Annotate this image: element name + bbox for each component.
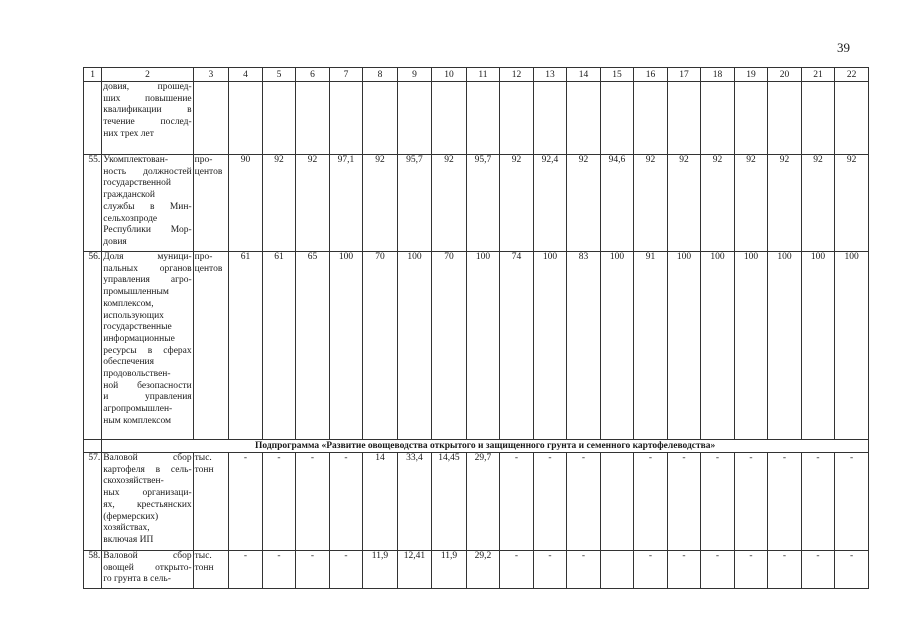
text-line: тыс. [194, 551, 212, 561]
unit-cell [193, 252, 229, 440]
table-row-56 [84, 252, 869, 440]
column-number-cell: 7 [329, 68, 363, 82]
value-cell: 14 [363, 453, 398, 551]
value-cell: 92 [768, 155, 802, 252]
value-cell: - [296, 453, 330, 551]
value-cell: - [734, 453, 768, 551]
text-line: хозяйствах, [103, 523, 150, 534]
value-cell: - [701, 551, 735, 589]
text-line: го грунта в сель- [103, 574, 171, 585]
text-line: продовольствен- [103, 369, 171, 380]
value-cell: - [835, 551, 869, 589]
text-line: квалификации в [103, 105, 192, 116]
value-cell: - [500, 551, 534, 589]
value-cell: 92 [432, 155, 467, 252]
column-number-cell: 14 [567, 68, 601, 82]
text-line: Валовой сбор [103, 453, 192, 463]
value-cell: 94,6 [600, 155, 634, 252]
value-cell: 92 [262, 155, 296, 252]
value-cell: 70 [432, 252, 467, 440]
value-cell: 92 [363, 155, 398, 252]
value-cell: 33,4 [397, 453, 432, 551]
text-line: довия, прошед- [103, 82, 192, 92]
column-number-row [84, 68, 869, 82]
column-number-cell: 13 [533, 68, 567, 82]
text-line: ях, крестьянских [103, 499, 192, 510]
value-cell: 12,41 [397, 551, 432, 589]
value-cell: 100 [329, 252, 363, 440]
unit-cell [193, 453, 229, 551]
table-row-57 [84, 453, 869, 551]
text-line: овощей открыто- [103, 562, 192, 573]
text-line: ших повышение [103, 93, 192, 104]
value-cell: 92 [701, 155, 735, 252]
value-cell: 14,45 [432, 453, 467, 551]
text-line: и управления [103, 392, 192, 403]
text-line: комплексом, [103, 298, 154, 309]
column-number-cell: 4 [229, 68, 263, 82]
value-cell: - [567, 551, 601, 589]
indicator-name-cell [102, 155, 193, 252]
value-cell: 100 [667, 252, 701, 440]
value-cell: - [262, 551, 296, 589]
value-cell: - [533, 453, 567, 551]
text-line: обеспечения [103, 357, 154, 368]
subprogram-title: Подпрограмма «Развитие овощеводства открытого и защищенного грунта и семенного картофелеводства» [102, 440, 869, 453]
subprogram-header-row [84, 440, 869, 453]
text-line: про- [194, 155, 213, 165]
text-line: управления агро- [103, 275, 192, 286]
value-cell: 91 [634, 252, 668, 440]
text-line: довия [103, 236, 127, 247]
text-line: тыс. [194, 453, 212, 463]
value-cell: - [634, 453, 668, 551]
text-line: использующих [103, 310, 164, 321]
value-cell: 92 [634, 155, 668, 252]
row-number-cell: 56. [84, 252, 102, 440]
value-cell: - [229, 453, 263, 551]
column-number-cell: 9 [397, 68, 432, 82]
text-line: информационные [103, 333, 175, 344]
unit-cell [193, 551, 229, 589]
row-number-cell: 55. [84, 155, 102, 252]
text-line: (фермерских) [103, 511, 159, 522]
value-cell: 92 [567, 155, 601, 252]
value-cell: - [801, 551, 835, 589]
value-cell: 97,1 [329, 155, 363, 252]
value-cell: 100 [533, 252, 567, 440]
value-cell: - [734, 551, 768, 589]
value-cell: 11,9 [363, 551, 398, 589]
value-cell: - [533, 551, 567, 589]
indicator-name-cell [102, 252, 193, 440]
text-line: Валовой сбор [103, 551, 192, 561]
value-cell: 70 [363, 252, 398, 440]
value-cell: 92 [667, 155, 701, 252]
value-cell: 92 [835, 155, 869, 252]
unit-cell [193, 155, 229, 252]
table-row-continuation [84, 82, 869, 155]
text-line: ным комплексом [103, 415, 172, 426]
value-cell: 100 [466, 252, 500, 440]
column-number-cell: 11 [466, 68, 500, 82]
text-line: Республики Мор- [103, 225, 192, 236]
column-number-cell: 20 [768, 68, 802, 82]
text-line: скохозяйствен- [103, 476, 164, 487]
text-line: ных организаци- [103, 488, 192, 499]
indicator-name-cell [102, 82, 193, 155]
value-cell: - [329, 551, 363, 589]
value-cell: - [567, 453, 601, 551]
column-number-cell: 8 [363, 68, 398, 82]
value-cell: - [229, 551, 263, 589]
value-cell: - [262, 453, 296, 551]
column-number-cell: 3 [193, 68, 229, 82]
column-number-cell: 19 [734, 68, 768, 82]
column-number-cell: 16 [634, 68, 668, 82]
text-line: Укомплектован- [103, 155, 169, 165]
column-number-cell: 6 [296, 68, 330, 82]
indicator-name-cell [102, 453, 193, 551]
unit-cell [193, 82, 229, 155]
value-cell: 29,2 [466, 551, 500, 589]
value-cell [600, 551, 634, 589]
column-number-cell: 12 [500, 68, 534, 82]
value-cell: 100 [397, 252, 432, 440]
value-cell: - [801, 453, 835, 551]
value-cell: 65 [296, 252, 330, 440]
column-number-cell: 2 [102, 68, 193, 82]
value-cell: - [296, 551, 330, 589]
value-cell: 92 [500, 155, 534, 252]
column-number-cell: 17 [667, 68, 701, 82]
value-cell: 100 [701, 252, 735, 440]
value-cell: - [500, 453, 534, 551]
column-number-cell: 22 [835, 68, 869, 82]
text-line: пальных органов [103, 263, 192, 274]
value-cell: 92 [296, 155, 330, 252]
table-row-55 [84, 155, 869, 252]
text-line: ной безопасности [103, 380, 192, 391]
text-line: сельхозпроде [103, 213, 158, 224]
indicators-table [83, 67, 869, 589]
value-cell: 61 [262, 252, 296, 440]
column-number-cell: 18 [701, 68, 735, 82]
value-cell: 100 [768, 252, 802, 440]
value-cell: - [701, 453, 735, 551]
value-cell: - [634, 551, 668, 589]
column-number-cell: 1 [84, 68, 102, 82]
value-cell: - [835, 453, 869, 551]
value-cell: 90 [229, 155, 263, 252]
value-cell: 100 [734, 252, 768, 440]
value-cell: 100 [835, 252, 869, 440]
text-line: включая ИП [103, 534, 154, 545]
text-line: ресурсы в сферах [103, 345, 192, 356]
value-cell: 92 [734, 155, 768, 252]
value-cell: 83 [567, 252, 601, 440]
value-cell: - [667, 551, 701, 589]
value-cell: - [768, 551, 802, 589]
text-line: гражданской [103, 190, 156, 201]
value-cell: 95,7 [397, 155, 432, 252]
value-cell: 100 [801, 252, 835, 440]
text-line: центов [194, 166, 223, 177]
value-cell: 11,9 [432, 551, 467, 589]
value-cell: 92,4 [533, 155, 567, 252]
value-cell: 29,7 [466, 453, 500, 551]
indicator-name-cell [102, 551, 193, 589]
text-line: службы в Мин- [103, 201, 192, 212]
column-number-cell: 15 [600, 68, 634, 82]
value-cell: 74 [500, 252, 534, 440]
page-number: 39 [837, 40, 850, 55]
value-cell: 95,7 [466, 155, 500, 252]
column-number-cell: 5 [262, 68, 296, 82]
text-line: ность должностей [103, 166, 192, 177]
text-line: агропромышлен- [103, 404, 173, 415]
column-number-cell: 10 [432, 68, 467, 82]
value-cell: - [329, 453, 363, 551]
row-number-cell: 58. [84, 551, 102, 589]
value-cell: 61 [229, 252, 263, 440]
text-line: них трех лет [103, 128, 154, 139]
text-line: течение послед- [103, 117, 192, 128]
text-line: промышленным [103, 287, 169, 298]
row-number-cell [84, 82, 102, 155]
text-line: картофеля в сель- [103, 464, 192, 475]
text-line: тонн [194, 562, 214, 573]
row-number-cell: 57. [84, 453, 102, 551]
value-cell: 100 [600, 252, 634, 440]
text-line: про- [194, 252, 213, 262]
text-line: тонн [194, 464, 214, 475]
text-line: центов [194, 263, 223, 274]
value-cell: - [667, 453, 701, 551]
column-number-cell: 21 [801, 68, 835, 82]
value-cell: 92 [801, 155, 835, 252]
text-line: государственной [103, 178, 171, 189]
text-line: государственные [103, 322, 172, 333]
text-line: Доля муници- [103, 252, 192, 262]
table-row-58 [84, 551, 869, 589]
value-cell: - [768, 453, 802, 551]
value-cell [600, 453, 634, 551]
